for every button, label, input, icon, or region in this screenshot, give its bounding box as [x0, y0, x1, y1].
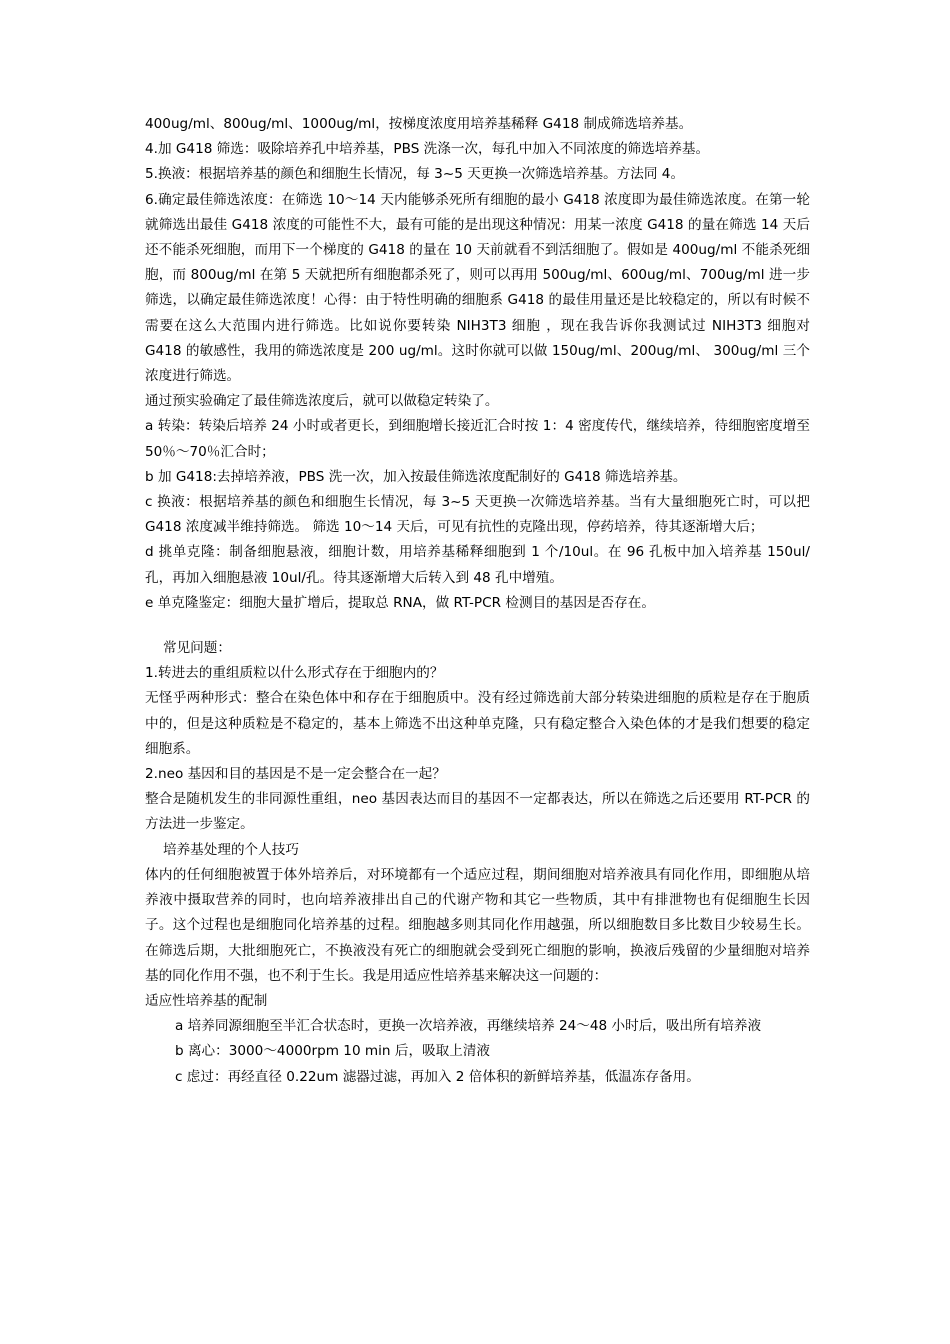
faq-answer-1: 无怪乎两种形式：整合在染色体中和存在于细胞质中。没有经过筛选前大部分转染进细胞的质粒是存在于胞质中的，但是这种质粒是不稳定的，基本上筛选不出这种单克隆，只有稳定整合入染色体的才是我们想要的稳定细胞系。	[145, 690, 810, 757]
paragraph-step-6: 6.确定最佳筛选浓度：在筛选 10～14 天内能够杀死所有细胞的最小 G418 浓度即为最佳筛选浓度。在第一轮就筛选出最佳 G418 浓度的可能性不大，最有可能的是出现这种情况：用某一浓度 G418 的量在筛选 14 天后还不能杀死细胞，而用下一个梯度的 G418 的量在 10 天前就看不到活细胞了。假如是 400ug/ml 不能杀死细胞，而 800ug/ml 在第 5 天就把所有细胞都杀死了，则可以再用 500ug/ml、600ug/ml、700ug/ml 进一步筛选，以确定最佳筛选浓度！心得：由于特性明确的细胞系 G418 的最佳用量还是比较稳定的，所以有时候不需要在这么大范围内进行筛选。比如说你要转染 NIH3T3 细胞 ，现在我告诉你我测试过 NIH3T3 细胞对 G418 的敏感性，我用的筛选浓度是 200 ug/ml。这时你就可以做 150ug/ml、200ug/ml、 300ug/ml 三个浓度进行筛选。	[145, 191, 810, 385]
faq-answer-2: 整合是随机发生的非同源性重组，neo 基因表达而目的基因不一定都表达，所以在筛选之后还要用 RT-PCR 的方法进一步鉴定。	[145, 791, 810, 833]
paragraph-step-c: c 换液：根据培养基的颜色和细胞生长情况，每 3~5 天更换一次筛选培养基。当有大量细胞死亡时，可以把 G418 浓度减半维持筛选。 筛选 10～14 天后，可见有抗性的克隆出现，停药培养，待其逐渐增大后；	[145, 494, 810, 536]
tips-step-c: c 虑过：再经直径 0.22um 滤器过滤，再加入 2 倍体积的新鲜培养基，低温冻存备用。	[175, 1068, 700, 1085]
faq-question-2: 2.neo 基因和目的基因是不是一定会整合在一起？	[145, 766, 446, 783]
faq-heading: 常见问题：	[163, 640, 231, 657]
document-body	[145, 112, 810, 1090]
paragraph-step-a: a 转染：转染后培养 24 小时或者更长，到细胞增长接近汇合时按 1：4 密度传代，继续培养，待细胞密度增至 50％～70％汇合时；	[145, 418, 810, 460]
tips-step-b: b 离心：3000～4000rpm 10 min 后，吸取上清液	[175, 1043, 491, 1060]
paragraph-step-b: b 加 G418:去掉培养液，PBS 洗一次，加入按最佳筛选浓度配制好的 G418 筛选培养基。	[145, 468, 687, 485]
paragraph-step-4: 4.加 G418 筛选：吸除培养孔中培养基，PBS 洗涤一次，每孔中加入不同浓度的筛选培养基。	[145, 141, 710, 158]
paragraph-concentrations: 400ug/ml、800ug/ml、1000ug/ml，按梯度浓度用培养基稀释 G418 制成筛选培养基。	[145, 116, 693, 132]
paragraph-stable-transfection: 通过预实验确定了最佳筛选浓度后，就可以做稳定转染了。	[145, 393, 499, 410]
tips-subheading: 适应性培养基的配制	[145, 992, 268, 1009]
paragraph-step-d: d 挑单克隆：制备细胞悬液，细胞计数，用培养基稀释细胞到 1 个/10ul。在 96 孔板中加入培养基 150ul/孔，再加入细胞悬液 10ul/孔。待其逐渐增大后转入到 48 孔中增殖。	[145, 544, 810, 586]
faq-question-1: 1.转进去的重组质粒以什么形式存在于细胞内的？	[145, 665, 444, 682]
tips-heading: 培养基处理的个人技巧	[163, 841, 299, 858]
tips-body: 体内的任何细胞被置于体外培养后，对环境都有一个适应过程，期间细胞对培养液具有同化作用，即细胞从培养液中摄取营养的同时，也向培养液排出自己的代谢产物和其它一些物质，其中有排泄物也有促细胞生长因子。这个过程也是细胞同化培养基的过程。细胞越多则其同化作用越强，所以细胞数目多比数目少较易生长。在筛选后期，大批细胞死亡，不换液没有死亡的细胞就会受到死亡细胞的影响，换液后残留的少量细胞对培养基的同化作用不强，也不利于生长。我是用适应性培养基来解决这一问题的：	[145, 866, 810, 984]
paragraph-step-5: 5.换液：根据培养基的颜色和细胞生长情况，每 3~5 天更换一次筛选培养基。方法同 4。	[145, 166, 685, 183]
paragraph-step-e: e 单克隆鉴定：细胞大量扩增后，提取总 RNA，做 RT-PCR 检测目的基因是否存在。	[145, 594, 655, 611]
tips-step-a: a 培养同源细胞至半汇合状态时，更换一次培养液，再继续培养 24～48 小时后，吸出所有培养液	[175, 1018, 762, 1035]
